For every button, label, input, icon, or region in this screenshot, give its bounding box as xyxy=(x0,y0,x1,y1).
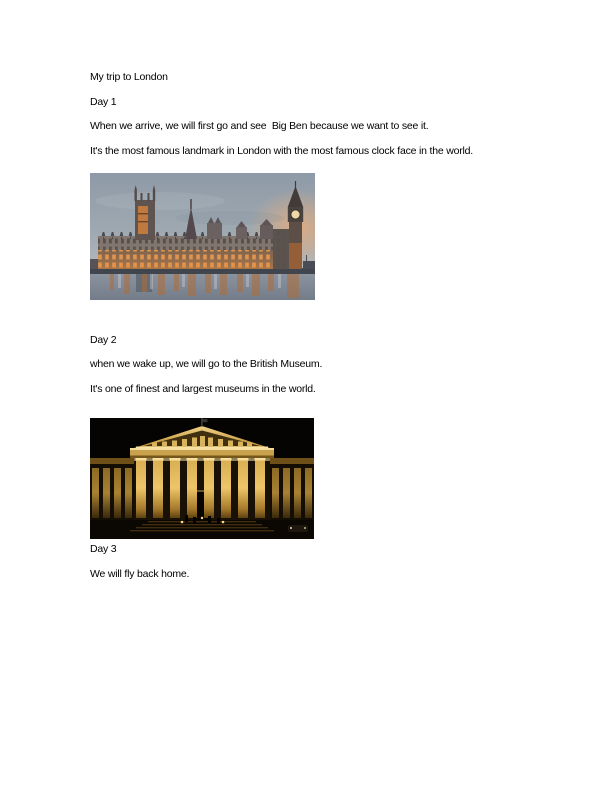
parliament-big-ben-photo-graphic xyxy=(90,173,315,300)
day1-line1: When we arrive, we will first go and see Big Ben because we want to see it. xyxy=(90,120,429,132)
parliament-big-ben-photo xyxy=(90,173,315,300)
doc-title: My trip to London xyxy=(90,71,168,83)
british-museum-photo-graphic xyxy=(90,418,314,539)
british-museum-photo xyxy=(90,418,314,539)
day2-line2: It's one of finest and largest museums in the world. xyxy=(90,383,316,395)
day1-heading: Day 1 xyxy=(90,96,117,108)
day3-heading: Day 3 xyxy=(90,543,117,555)
day1-line2: It's the most famous landmark in London with the most famous clock face in the world. xyxy=(90,145,474,157)
day2-line1: when we wake up, we will go to the British Museum. xyxy=(90,358,323,370)
day3-line1: We will fly back home. xyxy=(90,568,190,580)
day2-heading: Day 2 xyxy=(90,334,117,346)
